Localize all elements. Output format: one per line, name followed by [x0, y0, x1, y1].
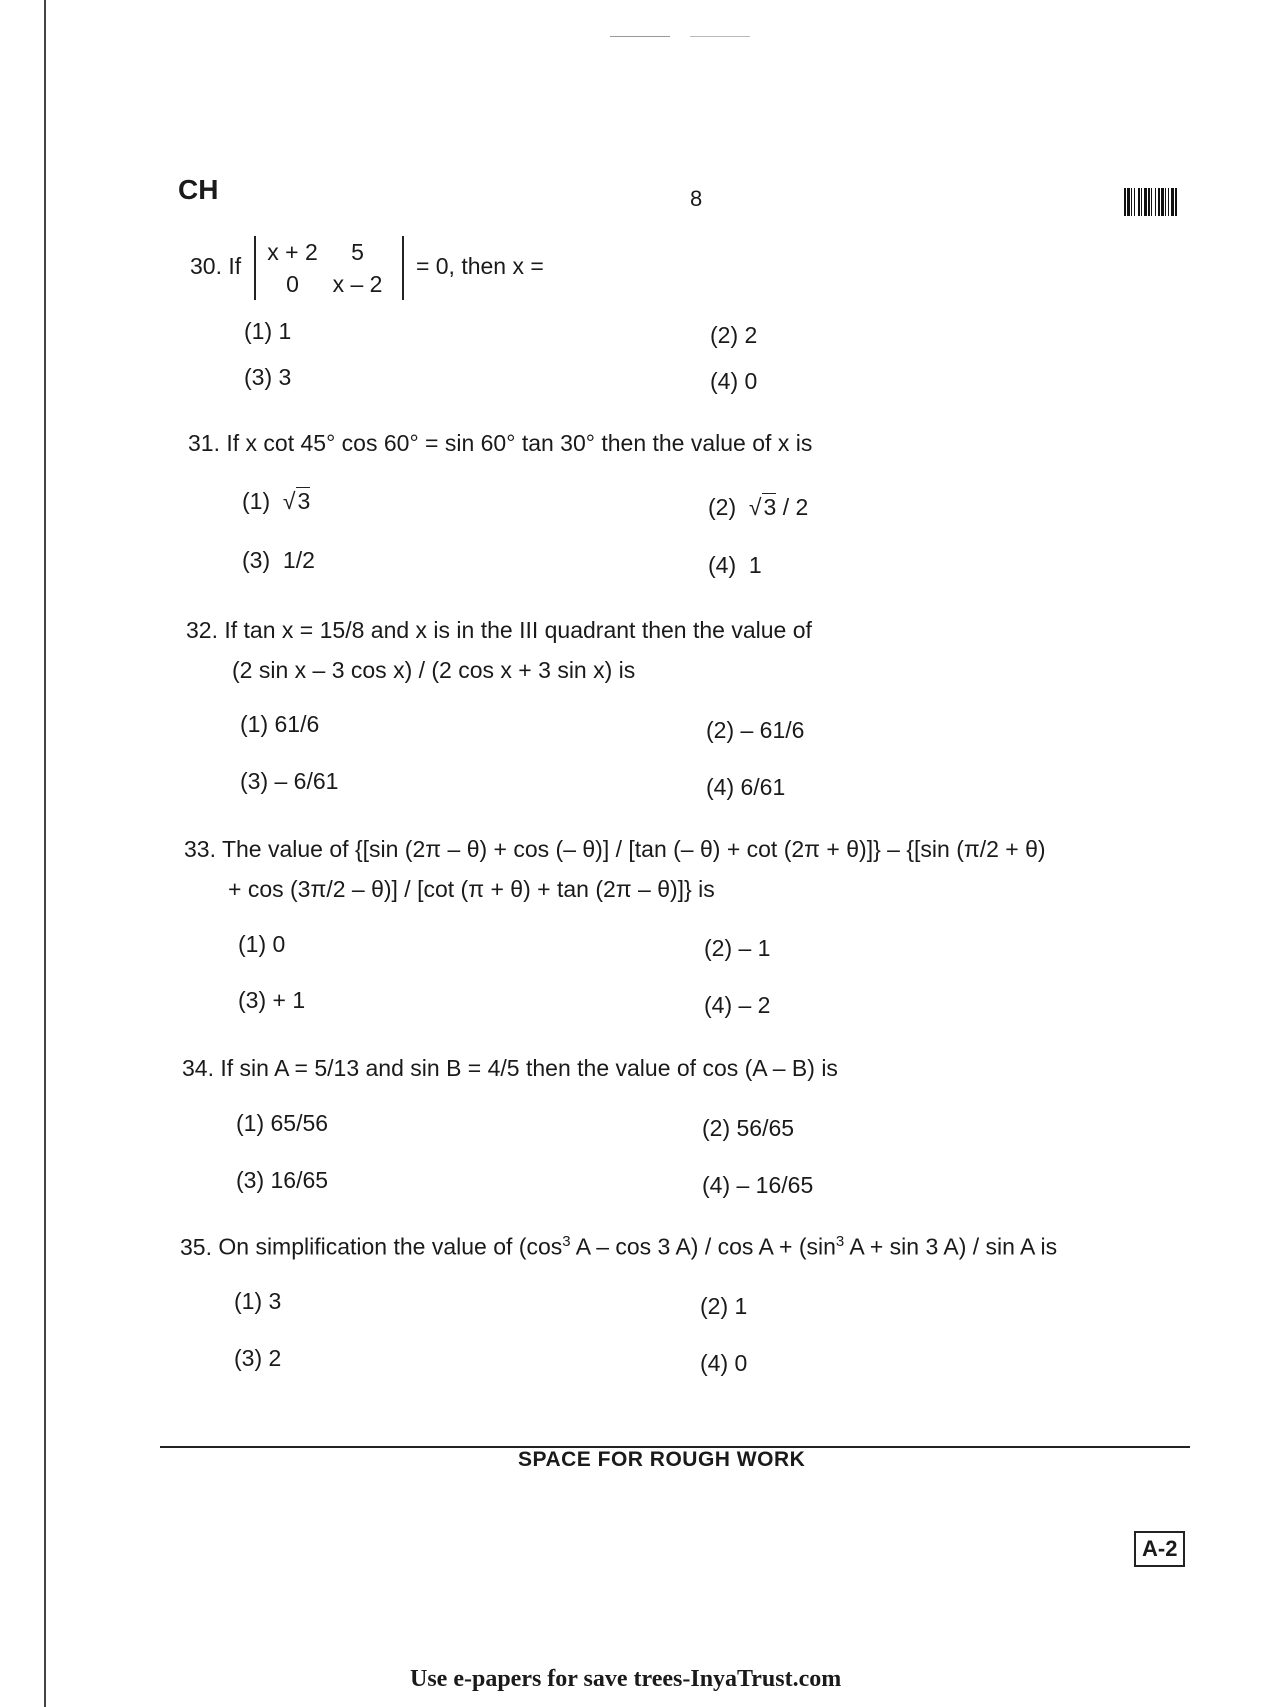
option-text: 1	[748, 552, 762, 578]
matrix-cell: x – 2	[332, 271, 383, 297]
option-1	[242, 488, 310, 515]
booklet-code: A-2	[1134, 1531, 1185, 1567]
question-text: A – cos 3 A) / cos A + (sin	[570, 1233, 836, 1260]
option-4: (4) 0	[710, 368, 758, 394]
option-3: (3) – 6/61	[240, 768, 339, 794]
paper-code: CH	[178, 174, 219, 205]
question-lead: If	[228, 253, 242, 280]
question-number: 30.	[190, 253, 222, 280]
exponent: 3	[835, 1233, 845, 1250]
question-text: If x cot 45° cos 60° = sin 60° tan 30° then the value of x is	[226, 430, 813, 456]
radicand: 3	[297, 488, 311, 514]
question-text: If sin A = 5/13 and sin B = 4/5 then the value of cos (A – B) is	[220, 1055, 838, 1081]
option-label: (1)	[242, 488, 271, 514]
option-1: (1) 61/6	[240, 711, 320, 737]
question-number: 32.	[186, 617, 218, 643]
option-label: (4)	[708, 552, 737, 578]
question-32-line-2: (2 sin x – 3 cos x) / (2 cos x + 3 sin x) is	[232, 657, 636, 683]
question-tail: = 0, then x =	[415, 253, 544, 280]
question-text: If tan x = 15/8 and x is in the III quadrant then the value of	[224, 617, 812, 643]
radicand: 3	[763, 494, 777, 520]
option-1: (1) 3	[234, 1288, 282, 1314]
question-text: A + sin 3 A) / sin A is	[844, 1233, 1058, 1260]
option-3: (3) 2	[234, 1345, 282, 1371]
square-root: √3	[748, 494, 777, 520]
option-2: (2) 56/65	[702, 1115, 795, 1141]
barcode-stripe	[1177, 188, 1178, 216]
option-1: (1) 65/56	[236, 1110, 329, 1136]
scan-mark	[610, 36, 670, 37]
question-34	[182, 1055, 838, 1082]
option-4	[708, 552, 762, 579]
question-number: 34.	[182, 1055, 214, 1081]
option-2: (2) – 1	[704, 935, 771, 961]
option-2: (2) 1	[700, 1293, 748, 1319]
question-text: The value of {[sin (2π – θ) + cos (– θ)] / [tan (– θ) + cot (2π + θ)]} – {[sin (π/2 + θ)	[221, 836, 1046, 862]
question-text: On simplification the value of (cos	[218, 1233, 563, 1260]
question-35	[180, 1233, 1057, 1261]
left-margin-rule	[44, 0, 46, 1707]
option-3: (3) 3	[244, 364, 292, 390]
option-label: (2)	[708, 494, 737, 520]
question-number: 31.	[188, 430, 220, 456]
matrix-cell: 0	[286, 271, 299, 297]
option-text: 1/2	[282, 547, 315, 573]
question-31	[188, 430, 812, 457]
matrix-cell: x + 2	[267, 239, 318, 265]
option-4: (4) 0	[700, 1350, 748, 1376]
question-33	[184, 836, 1046, 863]
question-number: 35.	[180, 1233, 212, 1260]
scan-mark	[690, 36, 750, 37]
question-number: 33.	[184, 836, 216, 862]
rough-work-title: SPACE FOR ROUGH WORK	[518, 1448, 806, 1471]
option-2: (2) 2	[710, 322, 758, 348]
option-2: (2) – 61/6	[706, 717, 805, 743]
determinant	[254, 236, 404, 300]
option-3: (3) + 1	[238, 987, 306, 1013]
square-root: √3	[282, 488, 311, 514]
option-1: (1) 0	[238, 931, 286, 957]
option-label: (3)	[242, 547, 271, 573]
option-4: (4) – 16/65	[702, 1172, 814, 1198]
option-4: (4) – 2	[704, 992, 771, 1018]
page-number: 8	[690, 186, 703, 211]
question-30	[190, 236, 544, 300]
option-4: (4) 6/61	[706, 774, 786, 800]
option-3: (3) 16/65	[236, 1167, 329, 1193]
option-1: (1) 1	[244, 318, 292, 344]
option-suffix: / 2	[782, 494, 809, 520]
barcode-icon	[1124, 188, 1214, 216]
question-32	[186, 617, 812, 644]
matrix-cell: 5	[351, 239, 364, 265]
option-2	[708, 494, 808, 521]
exponent: 3	[562, 1233, 571, 1250]
footer-text: Use e-papers for save trees-InyaTrust.com	[410, 1666, 842, 1692]
option-3	[242, 547, 315, 574]
question-33-line-2: + cos (3π/2 – θ)] / [cot (π + θ) + tan (2π – θ)]} is	[228, 876, 715, 902]
